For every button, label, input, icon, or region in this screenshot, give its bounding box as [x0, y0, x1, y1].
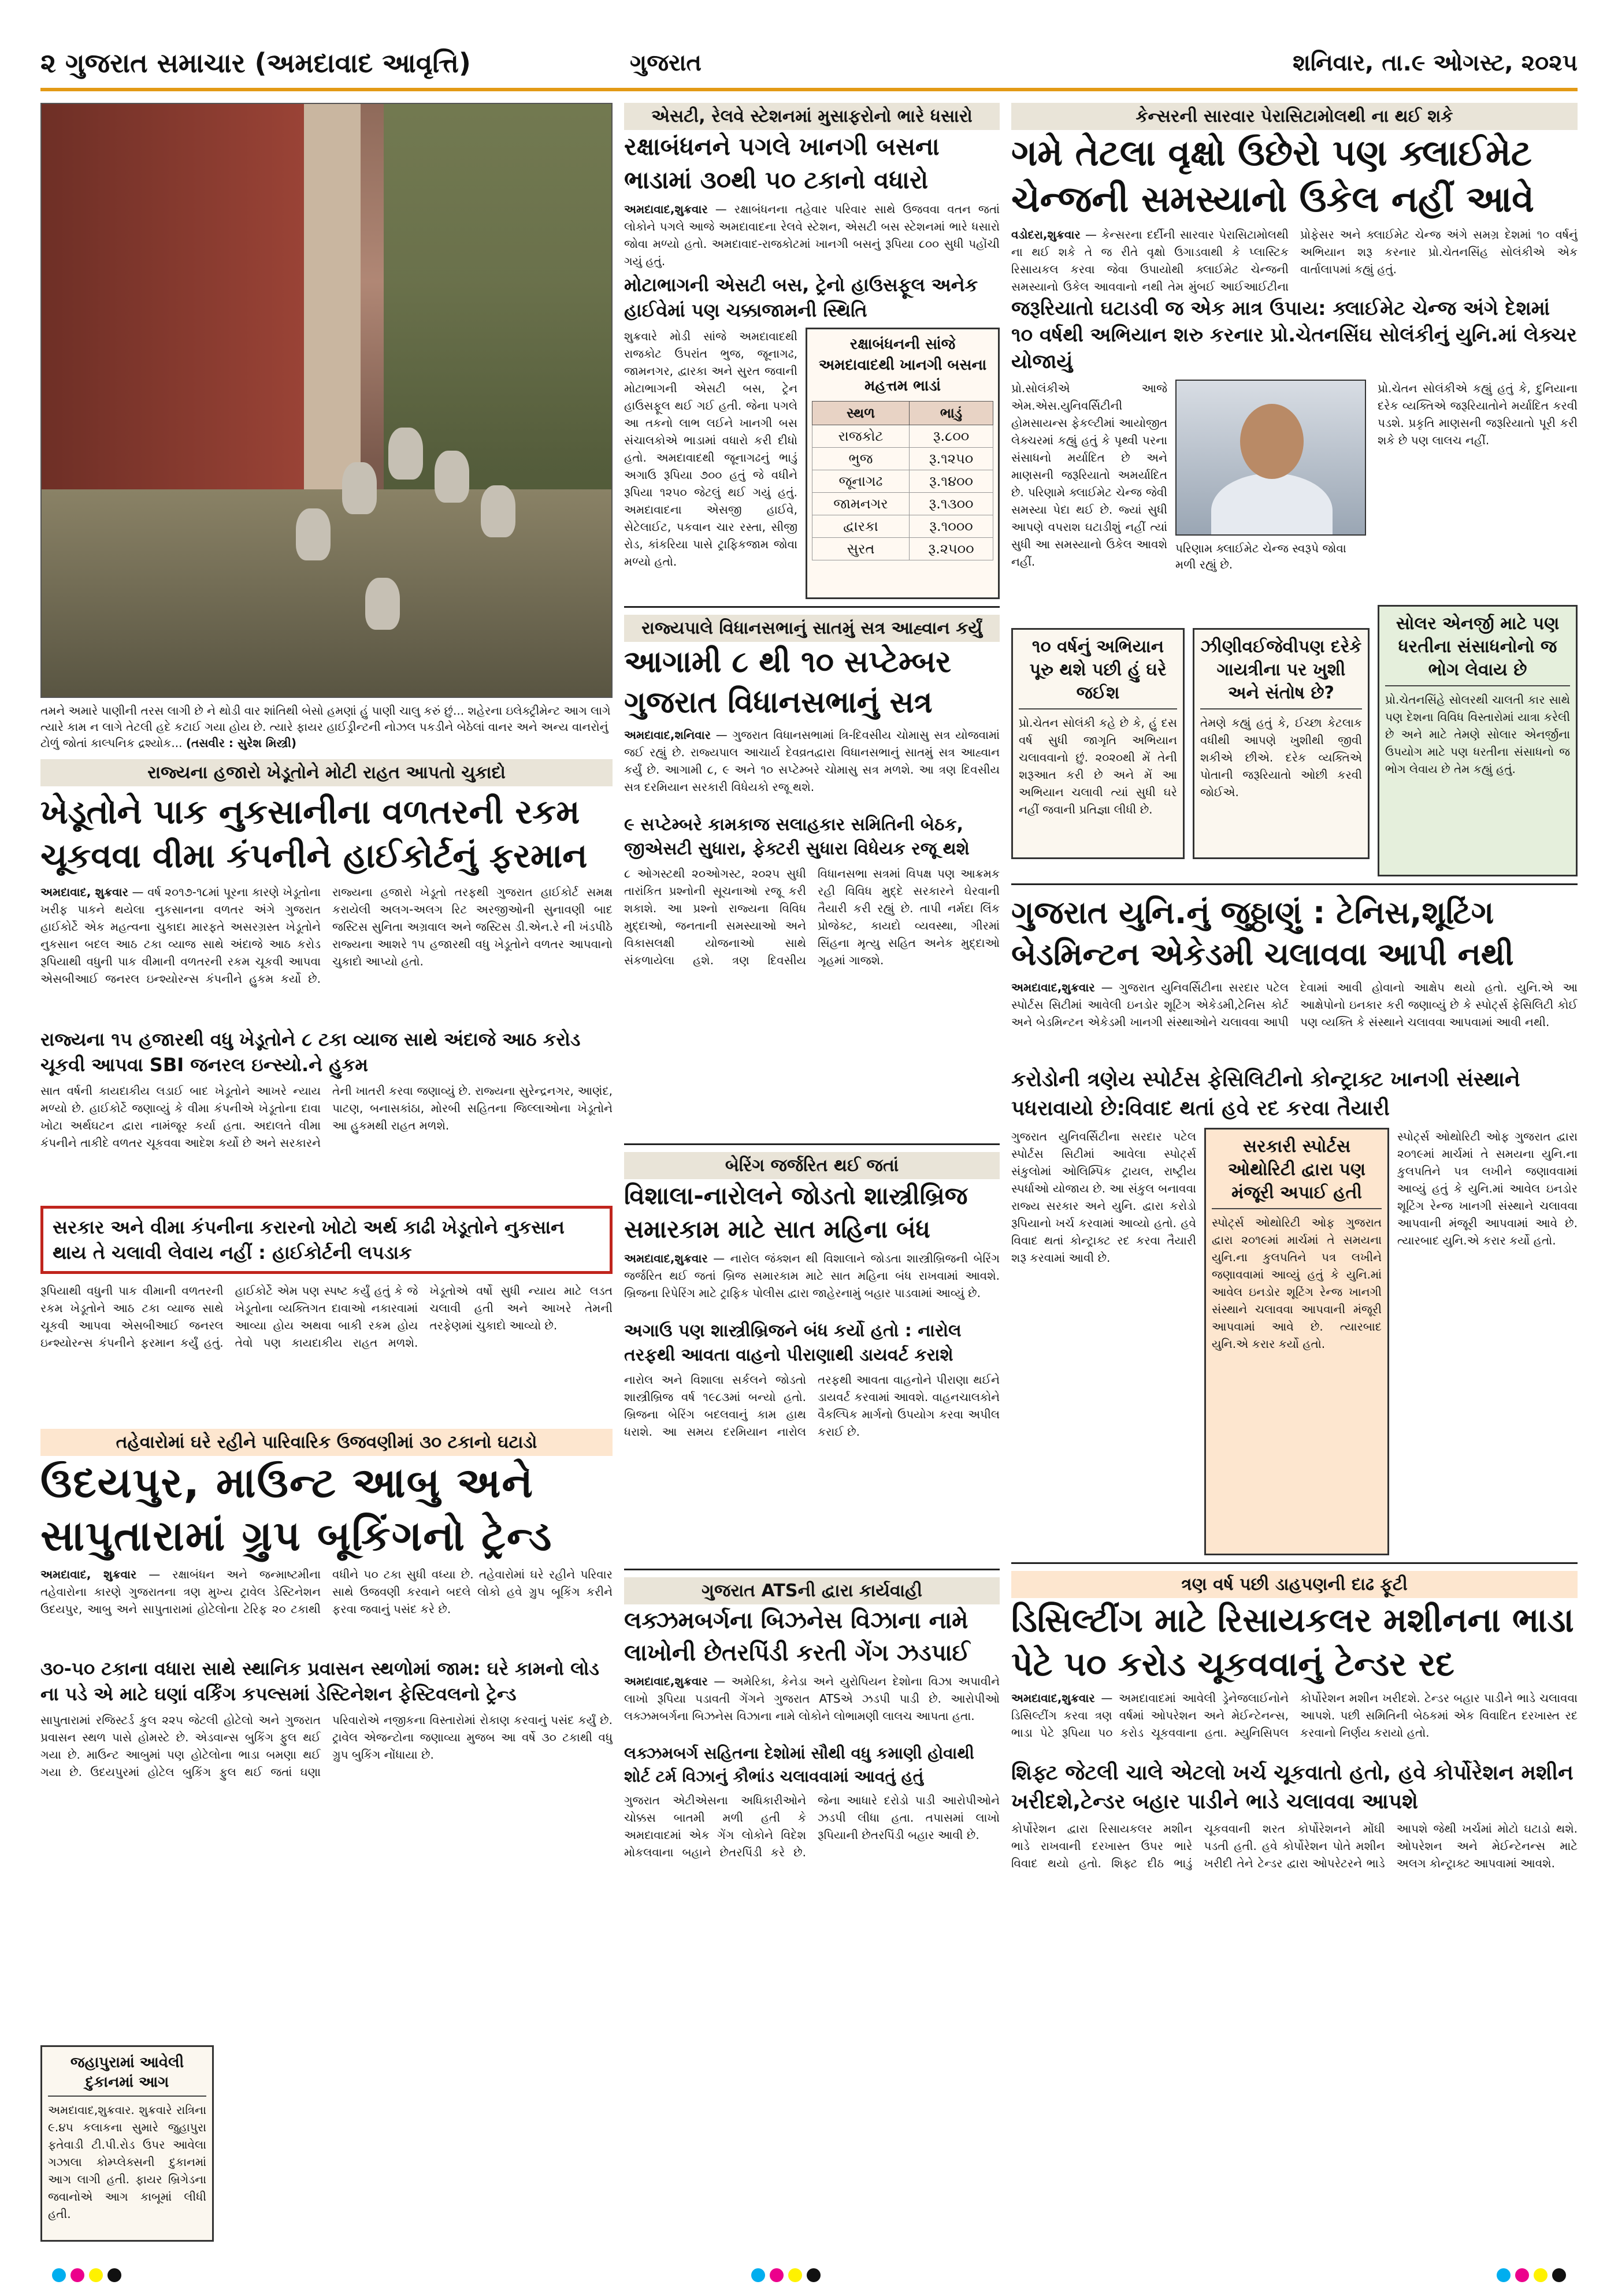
gu-body-3: ગુજરાત યુનિવર્સિટીના સરદાર પટેલ સ્પોર્ટસ સિટીમાં આવેલા સ્પોર્ટ્સ સંકુલોમાં ઓલિમ્પિક ટ્રાયલ, રાષ્ટ્રીય સ્પર્ધાઓ યોજાય છે. આ સંકુલ બનાવવા રાજ્ય સરકાર અને યુનિ. દ્વારા કરોડો રૂપિયાનો ખર્ચ કરવામાં આવ્યો હતો. હવે વિવાદ થતાં કોન્ટ્રાક્ટ રદ કરવા તૈયારી શરૂ કરવામાં આવી છે. — [1011, 1130, 1196, 1265]
farmers-body: અમદાવાદ, શુક્રવાર — વર્ષ ૨૦૧૭-૧૮માં પૂરના કારણે ખેડૂતોના ખરીફ પાકને થયેલા નુકસાનના વળતર અંગે ગુજરાત હાઈકોર્ટે એક મહત્વના ચુકાદા મારફતે અસરગ્રસ્ત ખેડૂતોને નુકસાન બદલ આઠ ટકા વ્યાજ સાથે અંદાજે આઠ કરોડ રૂપિયાથી વધુની પાક વીમાની વળતરની રકમ ચૂકવી આપવા એસબીઆઈ જનરલ ઇન્શ્યોરન્સ કંપનીને હુકમ કર્યો છે. રાજ્યના હજારો ખેડૂતો તરફથી ગુજરાત હાઈકોર્ટ સમક્ષ કરાયેલી અલગ-અલગ રિટ અરજીઓની સુનાવણી બાદ જસ્ટિસ સુનિતા અગ્રવાલ અને જસ્ટિસ ડી.એન.રે ની ખંડપીઠે રાજ્યના આશરે ૧૫ હજારથી વધુ ખેડૂતોને વળતર આપવાનો ચુકાદો આપ્યો હતો. — [40, 885, 613, 986]
registration-marks-center — [751, 2268, 821, 2283]
tourism-kicker: તહેવારોમાં ઘરે રહીને પારિવારિક ઉજવણીમાં ૩૦ ટકાનો ઘટાડો — [40, 1429, 613, 1456]
table-row — [812, 538, 993, 560]
assembly-body: અમદાવાદ,શનિવાર — ગુજરાત વિધાનસભામાં ત્રિ-દિવસીય ચોમાસુ સત્ર યોજવામાં જઈ રહ્યું છે. રાજ્યપાલ આચાર્ય દેવવ્રતદ્વારા વિધાનસભાનું સાતમું સત્ર આહ્વાન કર્યું છે. આગામી ૮, ૯ અને ૧૦ સપ્ટેમ્બરે ચોમાસુ સત્ર મળશે. આ ત્રણ દિવસીય સત્ર દરમિયાન સરકારી વિધેયકો રજૂ થશે. — [624, 728, 1000, 794]
fire-news-title: જહાપુરામાં આવેલી દુકાનમાં આગ — [48, 2053, 206, 2097]
gu-headline: ગુજરાત યુનિ.નું જુઠ્ઠાણું : ટેનિસ,શૂટિંગ બેડમિન્ટન એકેડમી ચલાવવા આપી નથી — [1011, 894, 1514, 972]
tender-headline: ડિસિલ્ટીંગ માટે રિસાયકલર મશીનના ભાડા પેટે ૫૦ કરોડ ચૂકવવાનું ટેન્ડર રદ — [1011, 1600, 1574, 1684]
ats-subhead: લક્ઝમબર્ગ સહિતના દેશોમાં સૌથી વધુ કમાણી હોવાથી શોર્ટ ટર્મ વિઝાનું કૌભાંડ ચલાવવામાં આવતું હતું — [624, 1744, 974, 1786]
sports-authority-box-body: સ્પોર્ટ્સ ઓથોરિટી ઓફ ગુજરાત દ્વારા ૨૦૧૯માં માર્ચમાં તે સમયના યુનિ.ના કુલપતિને પત્ર લખીને જણાવવામાં આવ્યું હતું કે યુનિ.માં આવેલ ઇનડોર શૂટિંગ રેન્જ ખાનગી સંસ્થાને ચલાવવા આપવાની મંજૂરી આપવામાં આવે છે. ત્યારબાદ યુનિ.એ કરાર કર્યો હતો. — [1212, 1216, 1382, 1351]
farmers-highlight-box: સરકાર અને વીમા કંપનીના કરારનો ખોટો અર્થ કાઢી ખેડૂતોને નુકસાન થાય તે ચલાવી લેવાય નહીં : હાઈકોર્ટની લપડાક — [40, 1206, 613, 1274]
bus-body: અમદાવાદ,શુક્રવાર — રક્ષાબંધનના તહેવાર પરિવાર સાથે ઉજવવા વતન જતાં લોકોને પગલે આજે અમદાવાદના રેલવે સ્ટેશન, એસટી બસ સ્ટેશનમાં ભારે ધસારો જોવા મળ્યો હતો. અમદાવાદ-રાજકોટમાં ખાનગી બસનું રૂપિયા ૮૦૦ સુધી પહોંચી ગયું હતું. — [624, 202, 1000, 268]
fare-table — [812, 401, 993, 560]
bus-kicker: એસટી, રેલવે સ્ટેશનમાં મુસાફરોનો ભારે ધસારો — [624, 103, 1000, 130]
table-cell: જૂનાગઢ — [812, 470, 910, 493]
tourism-body: અમદાવાદ, શુક્રવાર — રક્ષાબંધન અને જન્માષ્ટમીના તહેવારોના કારણે ગુજરાતના ત્રણ મુખ્ય ટ્રાવેલ ડેસ્ટિનેશન ઉદયપુર, આબુ અને સાપુતારામાં હોટેલોના ટેરિફ ૨૦ ટકાથી વધીને ૫૦ ટકા સુધી વધ્યા છે. તહેવારોમાં ઘરે રહીને પરિવાર સાથે ઉજવણી કરવાને બદલે લોકો હવે ગ્રુપ બૂકિંગ કરીને ફરવા જવાનું પસંદ કરે છે. — [40, 1567, 613, 1616]
table-cell: સુરત — [812, 538, 910, 560]
registration-marks-right — [1497, 2268, 1566, 2283]
fare-table-title: રક્ષાબંધનની સાંજે અમદાવાદથી ખાનગી બસના મહત્તમ ભાડાં — [818, 336, 987, 395]
page-number-masthead: ૨ ગુજરાત સમાચાર (અમદાવાદ આવૃત્તિ) — [40, 47, 471, 79]
right-column — [1011, 103, 1578, 1993]
table-cell: રૂ.૧૪૦૦ — [910, 470, 993, 493]
page-header — [40, 45, 1578, 91]
table-row — [812, 493, 993, 515]
farmers-body-3: રૂપિયાથી વધુની પાક વીમાની વળતરની રકમ ખેડૂતોને આઠ ટકા વ્યાજ સાથે ચૂકવી આપવા એસબીઆઈ જનરલ ઇન્શ્યોરન્સ કંપનીને ફરમાન કર્યું હતું. હાઈકોર્ટે એમ પણ સ્પષ્ટ કર્યું હતું કે જે ખેડૂતોના વ્યક્તિગત દાવાઓ નકારવામાં આવ્યા હોય અથવા બાકી રકમ હોય તેવો પણ કાયદાકીય રાહત મળશે. ખેડૂતોએ વર્ષો સુધી ન્યાય માટે લડત ચલાવી હતી અને આખરે તેમની તરફેણમાં ચુકાદો આવ્યો છે. — [40, 1284, 613, 1350]
table-cell: રાજકોટ — [812, 425, 910, 448]
farmers-subhead: રાજ્યના ૧૫ હજારથી વધુ ખેડૂતોને ૮ ટકા વ્યાજ સાથે અંદાજે આઠ કરોડ ચૂકવી આપવા SBI જનરલ ઇન્સ્યો.ને હુકમ — [40, 1028, 581, 1076]
assembly-subhead: ૯ સપ્ટેમ્બરે કામકાજ સલાહકાર સમિતિની બેઠક, જીએસટી સુધારા, ફેક્ટરી સુધારા વિધેયક રજૂ થશે — [624, 815, 970, 859]
climate-side-body: પ્રો.ચેતન સોલંકીએ કહ્યું હતું કે, દુનિયાના દરેક વ્યક્તિએ જરૂરિયાતોને મર્યાદિત કરવી પડશે. પ્રકૃતિ માણસની જરૂરિયાતો પૂરી કરી શકે છે પણ લાલચ નહીં. — [1378, 381, 1578, 447]
happiness-box-body: તેમણે કહ્યું હતું કે, ઈચ્છા કેટલાક વધીથી આપણે ખુશીથી જીવી શકીએ છીએ. દરેક વ્યક્તિએ પોતાની જરૂરિયાતો ઓછી કરવી જોઈએ. — [1200, 716, 1362, 799]
sports-authority-box-title: સરકારી સ્પોર્ટસ ઓથોરિટી દ્વારા પણ મંજૂરી અપાઈ હતી — [1212, 1135, 1382, 1209]
assembly-kicker: રાજ્યપાલે વિધાનસભાનું સાતમું સત્ર આહ્વાન કર્યું — [624, 615, 1000, 642]
farmers-headline: ખેડૂતોને પાક નુકસાનીના વળતરની રકમ ચૂકવવા વીમા કંપનીને હાઈકોર્ટનું ફરમાન — [40, 792, 588, 875]
tender-kicker: ત્રણ વર્ષ પછી ડાહપણની દાઢ ફૂટી — [1011, 1571, 1578, 1598]
monkeys-photo — [40, 103, 613, 698]
table-row — [812, 515, 993, 538]
photo-credit: (તસવીર : સુરેશ મિસ્ત્રી) — [185, 736, 296, 750]
bridge-subhead: અગાઉ પણ શાસ્ત્રીબ્રિજને બંધ કર્યો હતો : નારોલ તરફથી આવતા વાહનો પીરાણાથી ડાયવર્ટ કરાશે — [624, 1321, 962, 1365]
tender-body-2: કોર્પોરેશન દ્વારા રિસાયકલર મશીન ભાડે રાખવાની દરખાસ્ત ઉપર ભારે વિવાદ થયો હતો. શિફ્ટ દીઠ ભાડું ચૂકવવાની શરત કોર્પોરેશનને મોંઘી પડતી હતી. હવે કોર્પોરેશન પોતે મશીન ખરીદી તેને ટેન્ડર દ્વારા ઓપરેટરને ભાડે આપશે જેથી ખર્ચમાં મોટો ઘટાડો થશે. ઓપરેશન અને મેઈન્ટેનન્સ માટે અલગ કોન્ટ્રાક્ટ આપવામાં આવશે. — [1011, 1822, 1578, 1870]
tourism-headline: ઉદયપુર, માઉન્ટ આબુ અને સાપુતારામાં ગ્રુપ બૂકિંગનો ટ્રેન્ડ — [40, 1458, 553, 1560]
tourism-body-2: સાપુતારામાં રજિસ્ટર્ડ કુલ ૨૨૫ જેટલી હોટેલો અને ગુજરાત પ્રવાસન સ્થળ પાસે હોમસ્ટે છે. એડવાન્સ બુકિંગ ફુલ થઈ ગયા છે. માઉન્ટ આબુમાં પણ હોટેલોના ભાડા બમણા થઈ ગયા છે. ઉદયપુરમાં હોટેલ બુકિંગ ફુલ થઈ જતાં ઘણા પરિવારોએ નજીકના વિસ્તારોમાં રોકાણ કરવાનું પસંદ કર્યું છે. ટ્રાવેલ એજન્ટોના જણાવ્યા મુજબ આ વર્ષે ૩૦ ટકાથી વધુ ગ્રુપ બુકિંગ નોંધાયા છે. — [40, 1713, 613, 1779]
middle-column — [624, 103, 1000, 1913]
fare-table-box — [806, 328, 1000, 599]
tender-subhead: શિફ્ટ જેટલી ચાલે એટલો ખર્ચ ચૂકવાતો હતો, હવે કોર્પોરેશન મશીન ખરીદશે,ટેન્ડર બહાર પાડીને ભાડે ચલાવવા આપશે — [1011, 1761, 1574, 1814]
registration-marks-left — [52, 2268, 121, 2283]
ats-headline: લક્ઝમબર્ગના બિઝનેસ વિઝાના નામે લાખોની છેતરપિંડી કરતી ગેંગ ઝડપાઈ — [624, 1607, 970, 1666]
solar-box-title: સોલર એનર્જી માટે પણ ધરતીના સંસાધનોનો જ ભોગ લેવાય છે — [1385, 612, 1570, 686]
climate-kicker: કેન્સરની સારવાર પેરાસિટામોલથી ના થઈ શકે — [1011, 103, 1578, 130]
happiness-box — [1193, 628, 1370, 859]
bridge-headline: વિશાલા-નારોલને જોડતો શાસ્ત્રીબ્રિજ સમારકામ માટે સાત મહિના બંધ — [624, 1182, 968, 1243]
table-cell: જામનગર — [812, 493, 910, 515]
table-cell: ભુજ — [812, 448, 910, 470]
farmers-kicker: રાજ્યના હજારો ખેડૂતોને મોટી રાહત આપતો ચુકાદો — [40, 759, 613, 786]
photo-caption: તમને અમારે પાણીની તરસ લાગી છે ને થોડી વાર શાંતિથી બેસો હમણાં હું પાણી ચાલુ કરું છું... શહેરના ઇલેક્ટ્રીમેન્ટ આગ લાગે ત્યારે કામ ન લાગે તેટલી હદે કટાઈ ગયા હોય છે. ત્યારે ફાયર હાઈડ્રીન્ટની નોઝલ પકડીને બેઠેલાં વાનર અને અન્ય વાનરોનું ટોળું જોતાં કાલ્પનિક દ્રશ્યોક... (તસવીર : સુરેશ મિસ્ત્રી) — [40, 704, 611, 750]
fare-header-0: સ્થળ — [812, 402, 910, 425]
professor-photo — [1175, 380, 1366, 536]
solar-box-body: પ્રો.ચેતનસિંહે સોલરથી ચાલતી કાર સાથે પણ દેશના વિવિધ વિસ્તારોમાં યાત્રા કરેલી છે અને માટે તેમણે સોલાર એનર્જીના ઉપયોગ માટે પણ ધરતીના સંસાધનો જ ભોગ લેવાય છે તેમ કહ્યું હતું. — [1385, 693, 1570, 776]
farmers-body-2: સાત વર્ષની કાયદાકીય લડાઈ બાદ ખેડૂતોને આખરે ન્યાય મળ્યો છે. હાઈકોર્ટે જણાવ્યું કે વીમા કંપનીએ ખેડૂતોના દાવા ખોટા અર્થઘટન દ્વારા નામંજૂર કર્યા હતા. અદાલતે વીમા કંપનીને તાકીદે વળતર ચૂકવવા આદેશ કર્યો છે અને સરકારને તેની ખાતરી કરવા જણાવ્યું છે. રાજ્યના સુરેન્દ્રનગર, આણંદ, પાટણ, બનાસકાંઠા, મોરબી સહિતના જિલ્લાઓના ખેડૂતોને આ હુકમથી રાહત મળશે. — [40, 1084, 613, 1150]
fare-header-1: ભાડું — [910, 402, 993, 425]
table-row — [812, 448, 993, 470]
ats-kicker: ગુજરાત ATSની દ્વારા કાર્યવાહી — [624, 1577, 1000, 1604]
solar-box — [1378, 605, 1578, 876]
climate-headline: ગમે તેટલા વૃક્ષો ઉછેરો પણ ક્લાઈમેટ ચેન્જની સમસ્યાનો ઉકેલ નહીં આવે — [1011, 132, 1534, 220]
tourism-subhead: ૩૦-૫૦ ટકાના વધારા સાથે સ્થાનિક પ્રવાસન સ્થળોમાં જામ: ઘરે કામનો લોડ ના પડે એ માટે ઘણાં વર્કિંગ કપલ્સમાં ડેસ્ટિનેશન ફેસ્ટિવલનો ટ્રેન્ડ — [40, 1658, 599, 1705]
assembly-body-2: ૮ ઓગસ્ટથી ૨૦ઓગસ્ટ, ૨૦૨૫ સુધી તારાંકિત પ્રશ્નોની સૂચનાઓ રજૂ કરી શકાશે. આ પ્રશ્નો રાજ્યના વિવિધ મુદ્દાઓ, જનતાની સમસ્યાઓ અને વિકાસલક્ષી યોજનાઓ સાથે સંકળાયેલા હશે. ત્રણ દિવસીય વિધાનસભા સત્રમાં વિપક્ષ પણ આક્રમક રહી વિવિધ મુદ્દે સરકારને ઘેરવાની તૈયારી કરી રહ્યું છે. તાપી નર્મદા લિંક પ્રોજેક્ટ, કાયદો વ્યવસ્થા, ગીરમાં સિંહના મૃત્યુ સહિત અનેક મુદ્દાઓ ગૃહમાં ગાજશે. — [624, 867, 1000, 967]
climate-subhead: જરૂરિયાતો ઘટાડવી જ એક માત્ર ઉપાય: ક્લાઈમેટ ચેન્જ અંગે દેશમાં ૧૦ વર્ષથી અભિયાન શરુ કરનાર પ્રો.ચેતનસિંઘ સોલંકીનું યુનિ.માં લેક્ચર યોજાયું — [1011, 297, 1577, 373]
bridge-body: અમદાવાદ,શુક્રવાર — નારોલ જંક્શન થી વિશાલાને જોડતા શાસ્ત્રીબ્રિજની બેરિંગ જર્જરિત થઈ જતાં બ્રિજ સમારકામ માટે સાત મહિના બંધ રાખવામાં આવશે. બ્રિજના રિપેરિંગ માટે ટ્રાફિક પોલીસ દ્વારા જાહેરનામું બહાર પાડવામાં આવ્યું છે. — [624, 1251, 1000, 1300]
table-cell: રૂ.૧૩૦૦ — [910, 493, 993, 515]
bus-body-2: શુક્રવારે મોડી સાંજે અમદાવાદથી રાજકોટ ઉપરાંત ભુજ, જૂનાગઢ, જામનગર, દ્વારકા અને સુરત જવાની મોટાભાગની એસટી બસ, ટ્રેન હાઉસફૂલ થઈ ગઈ હતી. જેના પગલે આ તકનો લાભ લઈને ખાનગી બસ સંચાલકોએ ભાડામાં વધારો કરી દીધો હતો. અમદાવાદથી જૂનાગઢનું ભાડું અગાઉ રૂપિયા ૭૦૦ હતું જે વધીને રૂપિયા ૧૨૫૦ જેટલું થઈ ગયું હતું. અમદાવાદના એસજી હાઈવે, સેટેલાઈટ, પકવાન ચાર રસ્તા, સીજી રોડ, કાંકરિયા પાસે ટ્રાફિકજામ જોવા મળ્યો હતો. — [624, 329, 797, 569]
climate-body: વડોદરા,શુક્રવાર — કેન્સરના દર્દીની સારવાર પેરાસિટામોલથી ના થઈ શકે તે જ રીતે વૃક્ષો ઉગાડવાથી કે પ્લાસ્ટિક રિસાયકલ કરવા જેવા ઉપાયોથી ક્લાઈમેટ ચેન્જની સમસ્યાનો ઉકેલ આવવાનો નથી તેમ મુંબઈ આઈઆઈટીના પ્રોફેસર અને ક્લાઈમેટ ચેન્જ અંગે સમગ્ર દેશમાં ૧૦ વર્ષનું અભિયાન શરૂ કરનાર પ્રો.ચેતનસિંહ સોલંકીએ એક વાર્તાલાપમાં કહ્યું હતું. — [1011, 228, 1578, 293]
professor-photo-caption: પરિણામ ક્લાઈમેટ ચેન્જ સ્વરૂપે જોવા મળી રહ્યું છે. — [1175, 541, 1346, 571]
bus-headline: રક્ષાબંધનને પગલે ખાનગી બસના ભાડામાં ૩૦થી ૫૦ ટકાનો વધારો — [624, 132, 940, 194]
assembly-headline: આગામી ૮ થી ૧૦ સપ્ટેમ્બર ગુજરાત વિધાનસભાનું સત્ર — [624, 645, 952, 720]
table-cell: રૂ.૮૦૦ — [910, 425, 993, 448]
tender-body: અમદાવાદ,શુક્રવાર — અમદાવાદમાં આવેલી ડ્રેનેજલાઈનોને ડિસિલ્ટીંગ કરવા ત્રણ વર્ષમાં ઓપરેશન અને મેઈન્ટેનન્સ, ભાડા પેટે રૂપિયા ૫૦ કરોડ ચૂકવવાના હતા. મ્યુનિસિપલ કોર્પોરેશન મશીન ખરીદશે. ટેન્ડર બહાર પાડીને ભાડે ચલાવવા આપશે. પછી સમિતિની બેઠકમાં એક વિવાદિત દરખાસ્ત રદ કરવાનો નિર્ણય કરાયો હતો. — [1011, 1691, 1578, 1740]
table-row — [812, 470, 993, 493]
bus-subhead: મોટાભાગની એસટી બસ, ટ્રેનો હાઉસફૂલ અનેક હાઈવેમાં પણ ચક્કાજામની સ્થિતિ — [624, 274, 978, 321]
sports-authority-box — [1204, 1128, 1389, 1555]
fire-news-body: અમદાવાદ,શુક્રવાર. શુક્રવારે રાત્રિના ૯.૪૫ કલાકના સુમારે જુહાપુરા ફતેવાડી ટી.પી.રોડ ઉપર આવેલા ગઝાલા કોમ્પ્લેક્સની દુકાનમાં આગ લાગી હતી. ફાયર બ્રિગેડના જવાનોએ આગ કાબૂમાં લીધી હતી. — [48, 2103, 206, 2221]
campaign-box-title: ૧૦ વર્ષનું અભિયાન પૂરુ થશે પછી હું ઘરે જઈશ — [1019, 636, 1177, 709]
edition-date: શનિવાર, તા.૯ ઓગસ્ટ, ૨૦૨૫ — [1293, 50, 1578, 76]
gu-body: અમદાવાદ,શુક્રવાર — ગુજરાત યુનિવર્સિટીના સરદાર પટેલ સ્પોર્ટસ સિટીમાં આવેલી ઇનડોર શૂટિંગ એકેડમી,ટેનિસ કોર્ટ અને બેડમિન્ટન એકેડમી ખાનગી સંસ્થાઓને ચલાવવા આપી દેવામાં આવી હોવાનો આક્ષેપ થયો હતો. યુનિ.એ આ આક્ષેપોનો ઇનકાર કરી જણાવ્યું છે કે સ્પોર્ટ્સ ફેસિલિટી કોઈ પણ વ્યક્તિ કે સંસ્થાને ચલાવવા આપવામાં આવી નથી. — [1011, 980, 1578, 1029]
bridge-body-2: નારોલ અને વિશાલા સર્કલને જોડતો શાસ્ત્રીબ્રિજ વર્ષ ૧૯૮૩માં બન્યો હતો. બ્રિજના બેરિંગ બદલવાનું કામ હાથ ધરાશે. આ સમય દરમિયાન નારોલ તરફથી આવતા વાહનોને પીરાણા થઈને ડાયવર્ટ કરવામાં આવશે. વાહનચાલકોને વૈકલ્પિક માર્ગનો ઉપયોગ કરવા અપીલ કરાઈ છે. — [624, 1373, 1000, 1439]
table-cell: રૂ.૨૫૦૦ — [910, 538, 993, 560]
bridge-kicker: બેરિંગ જર્જરિત થઈ જતાં — [624, 1152, 1000, 1179]
gu-body-continued: સ્પોર્ટ્સ ઓથોરિટી ઓફ ગુજરાત દ્વારા ૨૦૧૯માં માર્ચમાં તે સમયના યુનિ.ના કુલપતિને પત્ર લખીને જણાવવામાં આવ્યું હતું કે યુનિ.માં આવેલ ઇનડોર શૂટિંગ રેન્જ ખાનગી સંસ્થાને ચલાવવા આપવાની મંજૂરી આપવામાં આવે છે. ત્યારબાદ યુનિ.એ કરાર કર્યો હતો. — [1397, 1130, 1578, 1247]
happiness-box-title: ઝીણીવઈજેવીપણ દરેકે ગાયત્રીના પર ખુશી અને સંતોષ છે? — [1200, 636, 1362, 709]
fire-news-box — [40, 2045, 214, 2242]
campaign-box-body: પ્રો.ચેતન સોલંકી કહે છે કે, હું દસ વર્ષ સુધી જાગૃતિ અભિયાન ચલાવવાનો છું. ૨૦૨૦થી મેં તેની શરૂઆત કરી છે અને મેં આ અભિયાન ચલાવી ત્યાં સુધી ઘરે નહીં જવાની પ્રતિજ્ઞા લીધી છે. — [1019, 716, 1177, 816]
table-cell: રૂ.૧૨૫૦ — [910, 448, 993, 470]
table-cell: રૂ.૧૦૦૦ — [910, 515, 993, 538]
table-row — [812, 425, 993, 448]
table-cell: દ્વારકા — [812, 515, 910, 538]
ats-body: અમદાવાદ,શુક્રવાર — અમેરિકા, કેનેડા અને યુરોપિયન દેશોના વિઝા અપાવીને લાખો રૂપિયા પડાવતી ગેંગને ગુજરાત ATSએ ઝડપી પાડી છે. આરોપીઓ લક્ઝમબર્ગના બિઝનેસ વિઝાના નામે લોકોને લોભામણી લાલચ આપતા હતા. — [624, 1674, 1000, 1723]
ats-body-2: ગુજરાત એટીએસના અધિકારીઓને ચોક્કસ બાતમી મળી હતી કે અમદાવાદમાં એક ગેંગ લોકોને વિદેશ મોકલવાના બહાને છેતરપિંડી કરે છે. જેના આધારે દરોડો પાડી આરોપીઓને ઝડપી લીધા હતા. તપાસમાં લાખો રૂપિયાની છેતરપિંડી બહાર આવી છે. — [624, 1793, 1000, 1859]
climate-body-2: પ્રો.સોલંકીએ આજે એમ.એસ.યુનિવર્સિટીની હોમસાયન્સ ફેકલ્ટીમાં આયોજીત લેક્ચરમાં કહ્યું હતું કે પૃથ્વી પરના સંસાધનો મર્યાદિત છે અને માણસની જરૂરિયાતો અમર્યાદિત છે. પરિણામે ક્લાઈમેટ ચેન્જ જેવી સમસ્યા પેદા થઈ છે. જ્યાં સુધી આપણે વપરાશ ઘટાડીશું નહીં ત્યાં સુધી આ સમસ્યાનો ઉકેલ આવશે નહીં. — [1011, 381, 1167, 569]
section-name: ગુજરાત — [630, 50, 702, 76]
gu-subhead: કરોડોની ત્રણેય સ્પોર્ટસ ફેસિલિટીનો કોન્ટ્રાક્ટ ખાનગી સંસ્થાને પધરાવાયો છે:વિવાદ થતાં હવે રદ કરવા તૈયારી — [1011, 1068, 1520, 1120]
left-column — [40, 103, 613, 1902]
campaign-box — [1011, 628, 1185, 859]
